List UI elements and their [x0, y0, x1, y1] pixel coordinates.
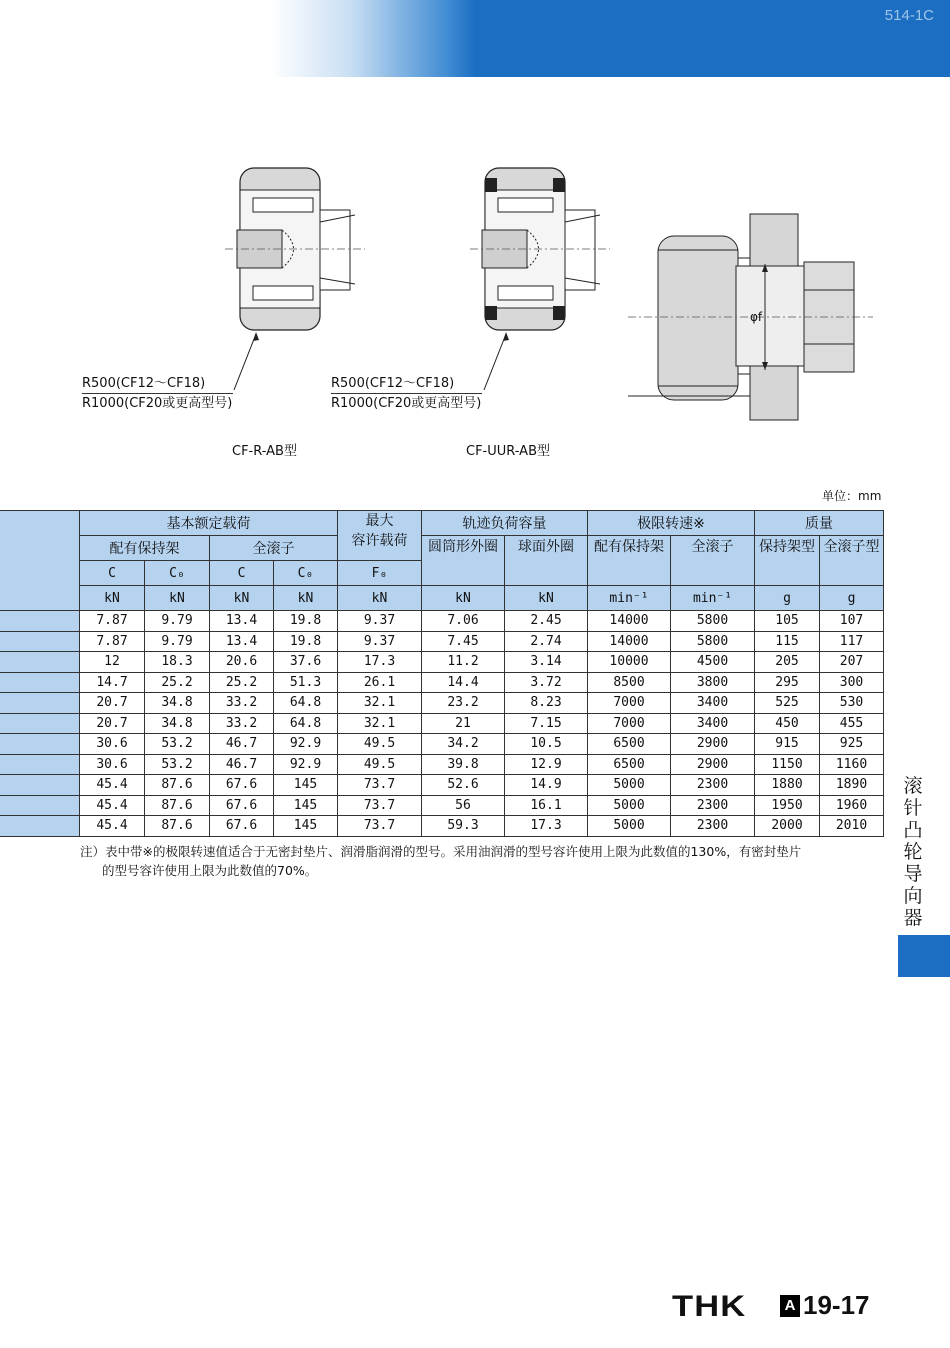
table-cell: 45.4 [80, 775, 145, 796]
table-cell: 117 [820, 631, 884, 652]
table-cell: 3800 [671, 672, 755, 693]
table-cell: 5000 [588, 775, 671, 796]
model-cell [0, 713, 80, 734]
table-cell: 67.6 [210, 775, 274, 796]
table-cell: 9.37 [338, 631, 422, 652]
callout-line-2: R1000(CF20或更高型号) [331, 396, 482, 411]
table-cell: 10.5 [505, 734, 588, 755]
cf-uur-ab-callout [331, 374, 482, 413]
unit-cell: kN [338, 586, 422, 611]
cf-r-ab-drawing [225, 160, 365, 340]
table-cell: 17.3 [338, 652, 422, 673]
symbol-cell: C [80, 561, 145, 586]
table-cell: 17.3 [505, 816, 588, 837]
table-header-row-2 [0, 536, 884, 561]
model-cell [0, 672, 80, 693]
table-cell: 33.2 [210, 693, 274, 714]
table-cell: 107 [820, 611, 884, 632]
table-cell: 8500 [588, 672, 671, 693]
table-cell: 19.8 [274, 631, 338, 652]
table-cell: 14000 [588, 611, 671, 632]
full-roller-header: 全滚子 [210, 536, 338, 561]
with-cage-header: 配有保持架 [80, 536, 210, 561]
table-row [0, 672, 884, 693]
mass-full-header: 全滚子型 [820, 536, 884, 586]
table-cell: 67.6 [210, 795, 274, 816]
table-cell: 295 [755, 672, 820, 693]
table-cell: 9.79 [145, 611, 210, 632]
table-cell: 73.7 [338, 795, 422, 816]
symbol-cell: C₀ [274, 561, 338, 586]
table-cell: 23.2 [422, 693, 505, 714]
spherical-outer-header: 球面外圈 [505, 536, 588, 586]
table-cell: 92.9 [274, 734, 338, 755]
table-cell: 73.7 [338, 816, 422, 837]
table-cell: 34.2 [422, 734, 505, 755]
cf-r-ab-caption: CF-R-AB型 [232, 444, 297, 459]
table-cell: 300 [820, 672, 884, 693]
model-cell [0, 754, 80, 775]
table-cell: 7.15 [505, 713, 588, 734]
model-cell [0, 611, 80, 632]
table-cell: 20.6 [210, 652, 274, 673]
table-cell: 87.6 [145, 795, 210, 816]
table-cell: 14.7 [80, 672, 145, 693]
table-cell: 2010 [820, 816, 884, 837]
table-cell: 1150 [755, 754, 820, 775]
table-cell: 46.7 [210, 734, 274, 755]
unit-cell: kN [145, 586, 210, 611]
unit-cell: kN [210, 586, 274, 611]
table-cell: 39.8 [422, 754, 505, 775]
symbol-cell: C [210, 561, 274, 586]
table-cell: 8.23 [505, 693, 588, 714]
table-cell: 33.2 [210, 713, 274, 734]
model-cell [0, 652, 80, 673]
model-cell [0, 693, 80, 714]
model-cell [0, 734, 80, 755]
table-cell: 13.4 [210, 631, 274, 652]
table-cell: 7.06 [422, 611, 505, 632]
table-cell: 7.87 [80, 631, 145, 652]
table-cell: 1160 [820, 754, 884, 775]
unit-cell: kN [422, 586, 505, 611]
table-cell: 87.6 [145, 816, 210, 837]
table-row [0, 611, 884, 632]
table-cell: 7000 [588, 713, 671, 734]
max-allowable-load-header: 最大 容许载荷 [338, 511, 422, 561]
table-cell: 1960 [820, 795, 884, 816]
table-cell: 53.2 [145, 734, 210, 755]
unit-cell: kN [505, 586, 588, 611]
page-number-text: 19-17 [803, 1290, 870, 1320]
table-cell: 67.6 [210, 816, 274, 837]
table-cell: 1890 [820, 775, 884, 796]
symbol-cell: C₀ [145, 561, 210, 586]
table-cell: 45.4 [80, 795, 145, 816]
table-cell: 2900 [671, 754, 755, 775]
table-cell: 2900 [671, 734, 755, 755]
speed-with-cage-header: 配有保持架 [588, 536, 671, 586]
table-cell: 13.4 [210, 611, 274, 632]
table-cell: 14.9 [505, 775, 588, 796]
table-unit-row [0, 586, 884, 611]
table-footnote [80, 842, 801, 880]
table-cell: 3400 [671, 693, 755, 714]
footnote-line-1: 注）表中带※的极限转速值适合于无密封垫片、润滑脂润滑的型号。采用油润滑的型号容许使用上限为此数值的130%，有密封垫片 [80, 844, 802, 859]
table-cell: 207 [820, 652, 884, 673]
table-cell: 2.74 [505, 631, 588, 652]
table-cell: 105 [755, 611, 820, 632]
table-cell: 64.8 [274, 693, 338, 714]
table-cell: 64.8 [274, 713, 338, 734]
table-row [0, 754, 884, 775]
basic-rated-load-header: 基本额定载荷 [80, 511, 338, 536]
table-cell: 56 [422, 795, 505, 816]
table-row [0, 693, 884, 714]
table-cell: 14000 [588, 631, 671, 652]
table-cell: 145 [274, 775, 338, 796]
table-cell: 37.6 [274, 652, 338, 673]
table-cell: 2300 [671, 816, 755, 837]
table-row [0, 734, 884, 755]
table-cell: 5800 [671, 611, 755, 632]
table-cell: 115 [755, 631, 820, 652]
table-cell: 53.2 [145, 754, 210, 775]
model-cell [0, 775, 80, 796]
table-row [0, 775, 884, 796]
model-column-header [0, 511, 80, 611]
model-cell [0, 631, 80, 652]
cf-uur-ab-caption: CF-UUR-AB型 [466, 444, 550, 459]
table-cell: 30.6 [80, 734, 145, 755]
table-cell: 25.2 [210, 672, 274, 693]
table-cell: 3.72 [505, 672, 588, 693]
callout-line-1: R500(CF12～CF18) [331, 374, 482, 394]
unit-cell: kN [274, 586, 338, 611]
table-cell: 92.9 [274, 754, 338, 775]
model-cell [0, 795, 80, 816]
unit-cell: kN [80, 586, 145, 611]
table-cell: 45.4 [80, 816, 145, 837]
unit-cell: min⁻¹ [671, 586, 755, 611]
table-cell: 30.6 [80, 754, 145, 775]
table-cell: 34.8 [145, 713, 210, 734]
footnote-line-2: 的型号容许使用上限为此数值的70%。 [102, 863, 318, 878]
table-cell: 12.9 [505, 754, 588, 775]
table-row [0, 816, 884, 837]
section-badge: A [780, 1295, 800, 1317]
table-cell: 450 [755, 713, 820, 734]
table-cell: 7.87 [80, 611, 145, 632]
table-cell: 87.6 [145, 775, 210, 796]
table-cell: 10000 [588, 652, 671, 673]
table-cell: 5800 [671, 631, 755, 652]
table-cell: 14.4 [422, 672, 505, 693]
table-cell: 25.2 [145, 672, 210, 693]
table-cell: 5000 [588, 816, 671, 837]
side-section-tab [898, 935, 950, 977]
table-cell: 9.79 [145, 631, 210, 652]
table-cell: 2300 [671, 775, 755, 796]
table-cell: 51.3 [274, 672, 338, 693]
unit-note: 单位：mm [822, 489, 882, 503]
table-cell: 1880 [755, 775, 820, 796]
table-row [0, 713, 884, 734]
table-cell: 32.1 [338, 693, 422, 714]
table-cell: 20.7 [80, 693, 145, 714]
table-cell: 4500 [671, 652, 755, 673]
table-cell: 2.45 [505, 611, 588, 632]
table-cell: 455 [820, 713, 884, 734]
phi-f-label: φf [750, 310, 763, 324]
table-cell: 145 [274, 816, 338, 837]
mass-header: 质量 [755, 511, 884, 536]
callout-line-2: R1000(CF20或更高型号) [82, 396, 233, 411]
table-row [0, 631, 884, 652]
table-cell: 49.5 [338, 754, 422, 775]
table-cell: 52.6 [422, 775, 505, 796]
table-cell: 2000 [755, 816, 820, 837]
table-cell: 26.1 [338, 672, 422, 693]
model-cell [0, 816, 80, 837]
table-cell: 12 [80, 652, 145, 673]
table-row [0, 795, 884, 816]
table-row [0, 652, 884, 673]
table-cell: 9.37 [338, 611, 422, 632]
table-cell: 145 [274, 795, 338, 816]
cf-r-ab-callout [82, 374, 233, 413]
table-cell: 7000 [588, 693, 671, 714]
page-number [780, 1290, 870, 1321]
unit-cell: g [755, 586, 820, 611]
table-cell: 7.45 [422, 631, 505, 652]
table-cell: 925 [820, 734, 884, 755]
table-cell: 525 [755, 693, 820, 714]
mass-cage-header: 保持架型 [755, 536, 820, 586]
table-cell: 19.8 [274, 611, 338, 632]
speed-full-roller-header: 全滚子 [671, 536, 755, 586]
table-cell: 11.2 [422, 652, 505, 673]
spec-table-body [0, 611, 884, 837]
table-cell: 49.5 [338, 734, 422, 755]
page-code: 514-1C [884, 7, 934, 24]
table-header-row-1 [0, 511, 884, 536]
table-cell: 21 [422, 713, 505, 734]
cf-uur-ab-drawing [470, 160, 610, 340]
header-band [270, 0, 950, 77]
table-cell: 530 [820, 693, 884, 714]
spec-table [0, 510, 884, 837]
table-cell: 3400 [671, 713, 755, 734]
table-cell: 6500 [588, 734, 671, 755]
table-cell: 205 [755, 652, 820, 673]
table-cell: 18.3 [145, 652, 210, 673]
table-cell: 59.3 [422, 816, 505, 837]
symbol-cell: F₀ [338, 561, 422, 586]
limit-speed-header: 极限转速※ [588, 511, 755, 536]
table-cell: 1950 [755, 795, 820, 816]
unit-cell: g [820, 586, 884, 611]
table-cell: 3.14 [505, 652, 588, 673]
side-section-title: 滚针凸轮导向器 [903, 775, 923, 929]
table-cell: 5000 [588, 795, 671, 816]
unit-cell: min⁻¹ [588, 586, 671, 611]
table-cell: 20.7 [80, 713, 145, 734]
table-cell: 16.1 [505, 795, 588, 816]
table-cell: 915 [755, 734, 820, 755]
table-cell: 46.7 [210, 754, 274, 775]
track-load-capacity-header: 轨迹负荷容量 [422, 511, 588, 536]
table-cell: 34.8 [145, 693, 210, 714]
thk-logo: THK [672, 1290, 747, 1323]
callout-line-1: R500(CF12～CF18) [82, 374, 233, 394]
table-cell: 73.7 [338, 775, 422, 796]
table-cell: 6500 [588, 754, 671, 775]
table-cell: 32.1 [338, 713, 422, 734]
cylindrical-outer-header: 圆筒形外圈 [422, 536, 505, 586]
table-cell: 2300 [671, 795, 755, 816]
